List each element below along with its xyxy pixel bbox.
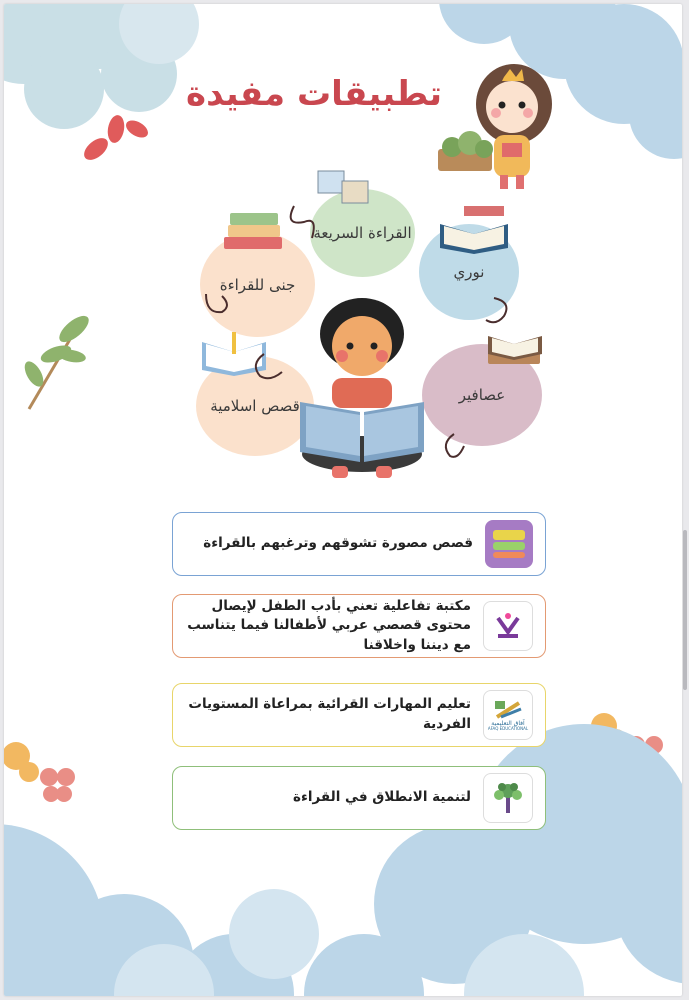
tree-icon	[483, 773, 533, 823]
logo-caption: آفاق التعليمية	[491, 720, 525, 727]
reading-library-icon	[483, 601, 533, 651]
bubble-label: نوري	[453, 263, 485, 281]
bubble-label: عصافير	[458, 386, 506, 404]
stories-app-icon	[485, 520, 533, 568]
document-page	[4, 4, 682, 996]
boy-reading-illustration	[292, 294, 432, 484]
app-card-tree[interactable]	[172, 766, 546, 830]
card-description: لتنمية الانطلاق في القراءة	[293, 789, 471, 806]
app-card-library[interactable]	[172, 594, 546, 658]
app-card-stories[interactable]	[172, 512, 546, 576]
logo-subcaption: AFAQ EDUCATIONAL	[487, 726, 529, 731]
afaq-educational-icon	[483, 690, 533, 740]
bubble-label: القراءة السريعة	[313, 224, 412, 242]
girl-illustration	[432, 59, 552, 194]
scrollbar[interactable]	[683, 530, 687, 690]
card-description: مكتبة تفاعلية تعني بأدب الطفل لإيصال محتوى قصصي عربي لأطفالنا فيما يتناسب مع ديننا واخلاقنا	[187, 597, 471, 653]
card-description: قصص مصورة تشوقهم وترغبهم بالقراءة	[203, 535, 473, 552]
bubble-label: جنى للقراءة	[219, 275, 296, 294]
bubble-label: قصص اسلامية	[210, 397, 300, 415]
app-card-afaq[interactable]	[172, 683, 546, 747]
card-description: تعليم المهارات القرائية بمراعاة المستويات الفردية	[188, 696, 471, 732]
background-decoration	[4, 4, 682, 996]
page-title: تطبيقات مفيدة	[186, 74, 442, 114]
